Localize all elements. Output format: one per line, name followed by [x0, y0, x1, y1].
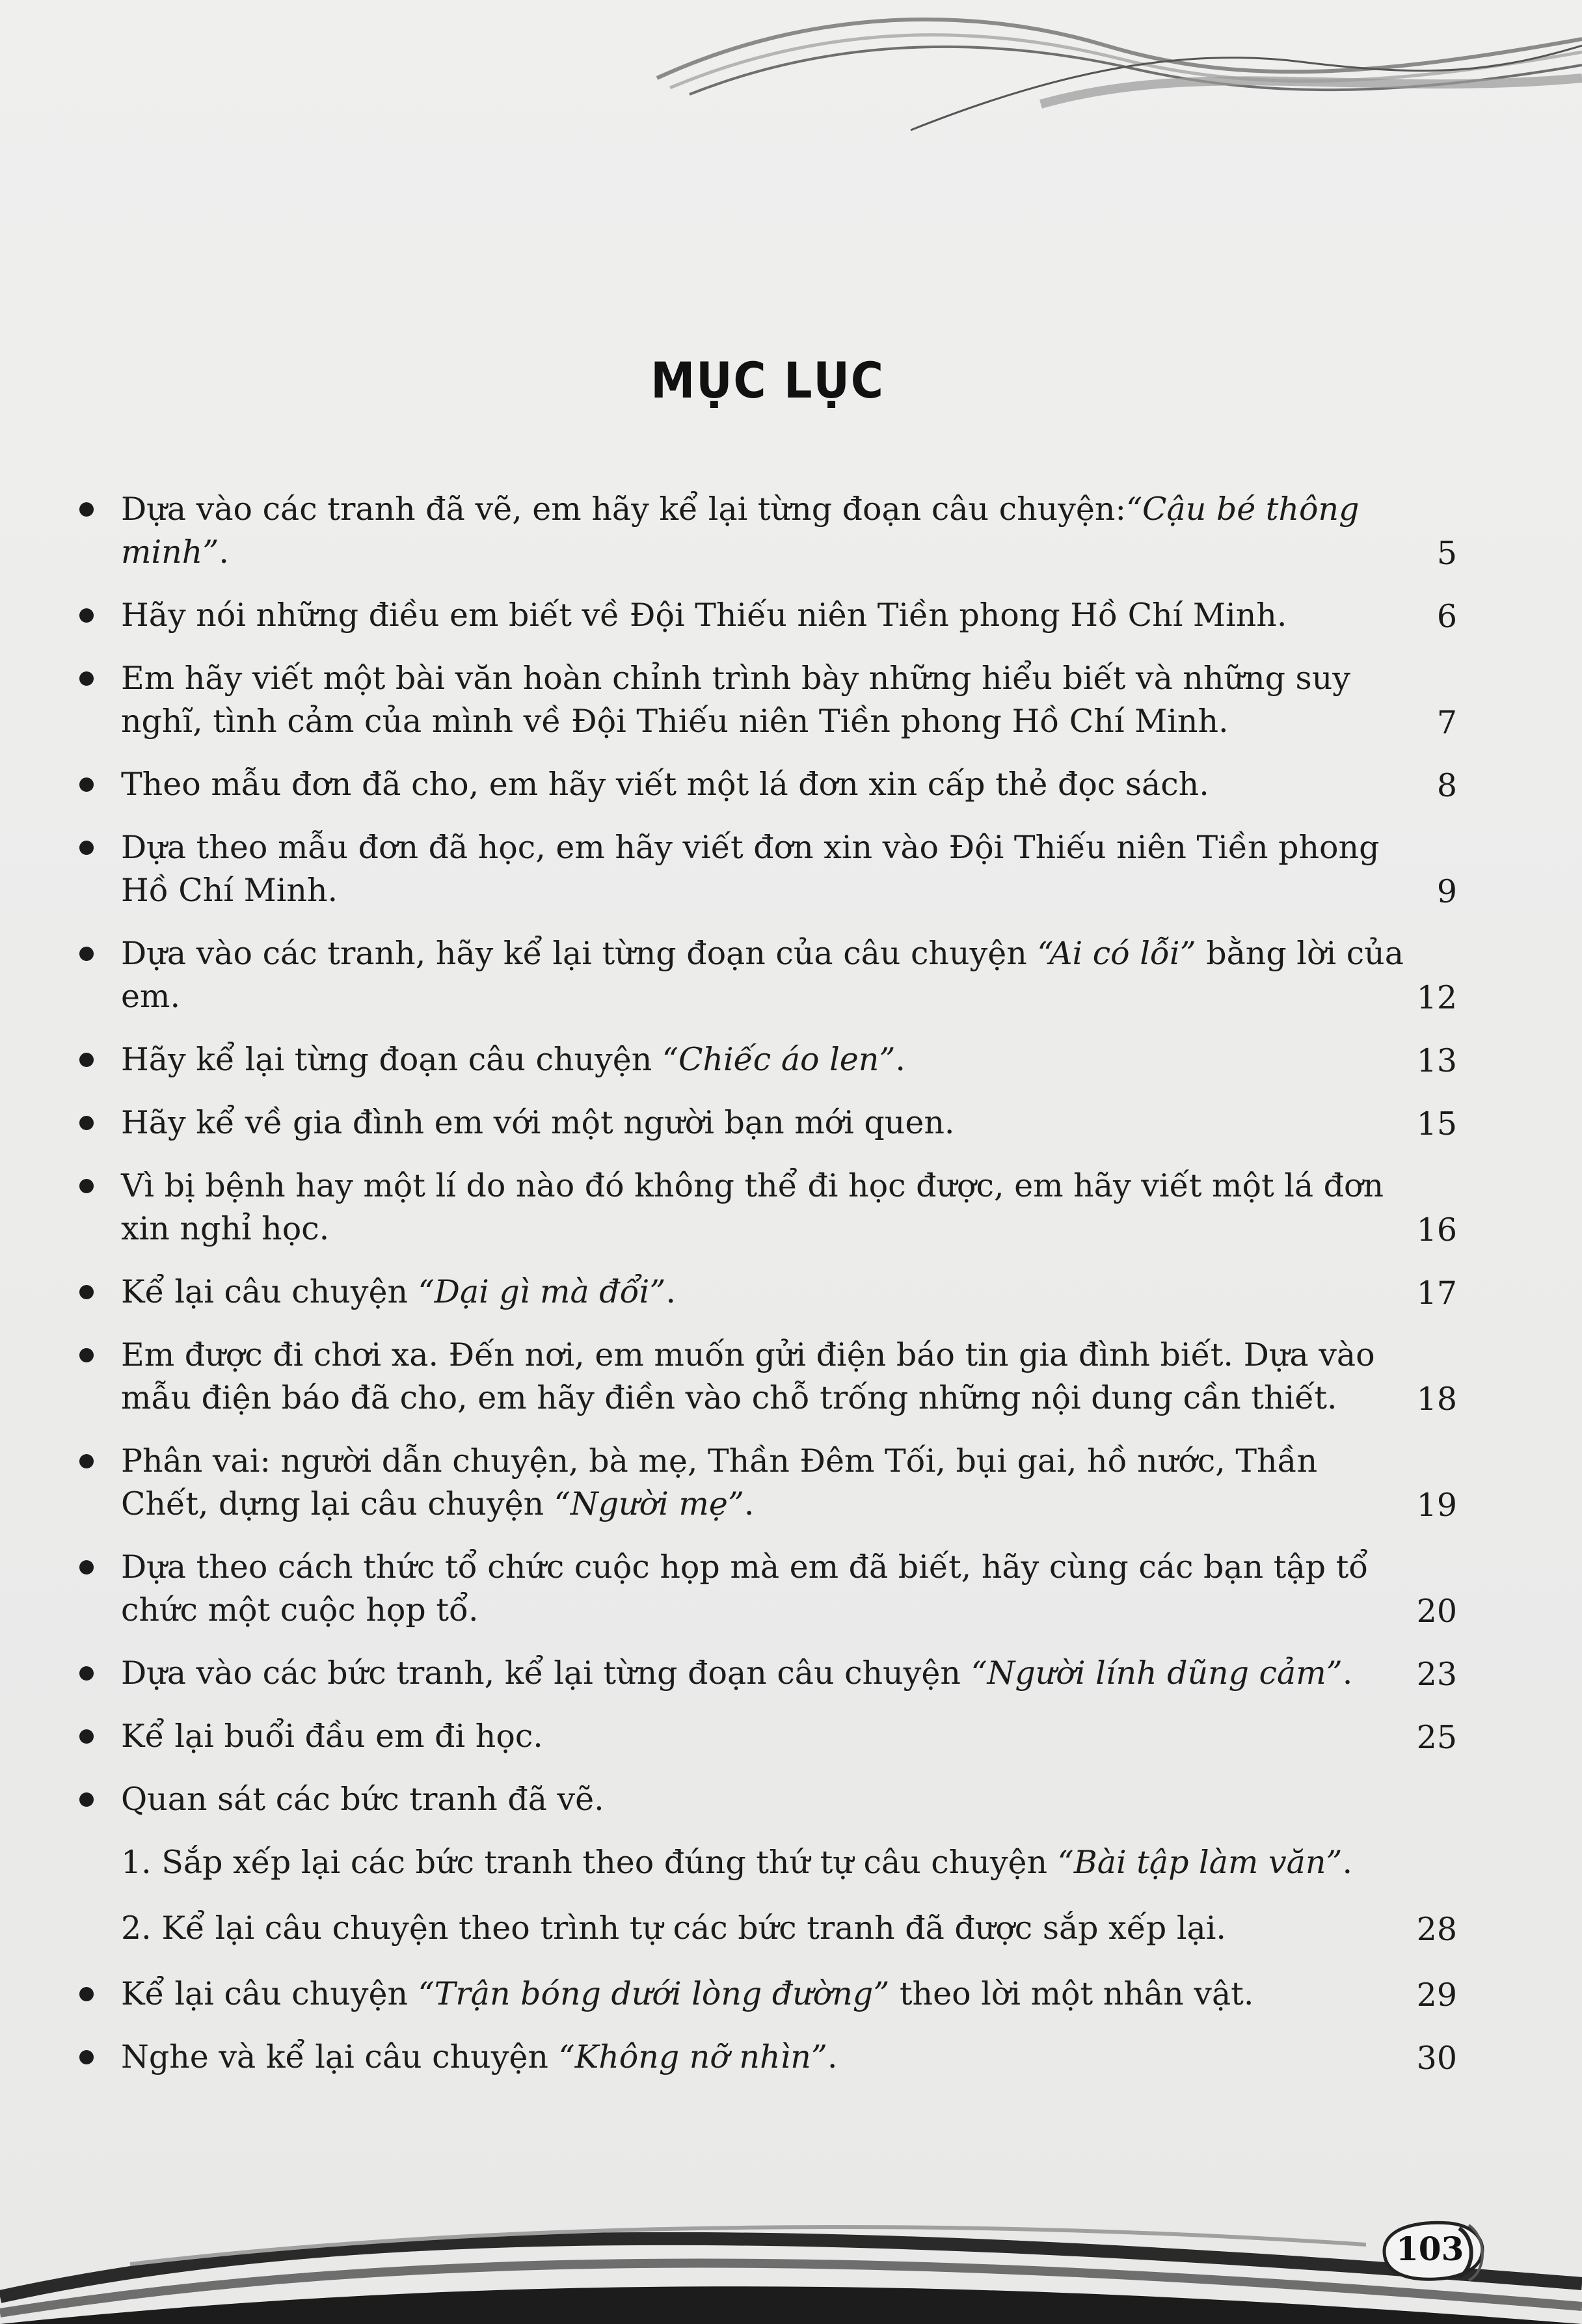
toc-entry-text — [121, 1778, 1409, 1821]
entry-text-before: Nghe và kể lại câu chuyện — [121, 2038, 559, 2075]
toc-entry-text — [121, 594, 1409, 637]
toc-entry — [72, 1841, 1457, 1884]
story-title: “Dại gì mà đổi” — [418, 1273, 666, 1310]
toc-entry — [72, 1907, 1457, 1950]
toc-entry-text — [121, 1715, 1409, 1758]
toc-entry — [72, 594, 1457, 637]
toc-entry — [72, 1334, 1457, 1420]
toc-entry — [72, 1101, 1457, 1144]
entry-text-before: Phân vai: người dẫn chuyện, bà mẹ, Thần Đêm Tối, bụi gai, hồ nước, Thần Chết, dựng lại câu chuyện — [121, 1442, 1318, 1522]
entry-text-after: theo lời một nhân vật. — [889, 1975, 1254, 2012]
bullet-icon — [79, 608, 94, 623]
toc-entry-text — [121, 1440, 1409, 1526]
story-title: “Người mẹ” — [554, 1485, 744, 1522]
toc-page-number: 28 — [1416, 1911, 1457, 1948]
toc-entry — [72, 1973, 1457, 2016]
entry-text-before: Hãy kể lại từng đoạn câu chuyện — [121, 1041, 662, 1078]
toc-page-number: 9 — [1436, 873, 1457, 910]
toc-entry — [72, 1165, 1457, 1250]
toc-page-number: 19 — [1416, 1487, 1457, 1524]
toc-page-number: 23 — [1416, 1656, 1457, 1693]
toc-entry — [72, 657, 1457, 743]
story-title: “Bài tập làm văn” — [1057, 1844, 1343, 1881]
entry-text-before: Quan sát các bức tranh đã vẽ. — [121, 1781, 604, 1818]
bullet-icon — [79, 841, 94, 855]
entry-text-after: . — [895, 1041, 905, 1078]
toc-entry-text — [121, 1165, 1409, 1250]
story-title: “Chiếc áo len” — [662, 1041, 896, 1078]
toc-entry-text — [121, 1907, 1409, 1950]
entry-text-before: Dựa vào các tranh đã vẽ, em hãy kể lại từng đoạn câu chuyện: — [121, 491, 1126, 528]
bullet-icon — [79, 1792, 94, 1807]
bullet-icon — [79, 1179, 94, 1193]
entry-text-after: . — [1342, 1655, 1353, 1692]
toc-entry-text — [121, 1841, 1409, 1884]
toc-entry-text — [121, 1101, 1409, 1144]
toc-entry-text — [121, 1973, 1409, 2016]
toc-entry-text — [121, 488, 1409, 574]
toc-entry-text — [121, 1271, 1409, 1314]
bullet-icon — [79, 1666, 94, 1681]
entry-text-before: Kể lại buổi đầu em đi học. — [121, 1718, 543, 1755]
story-title: “Trận bóng dưới lòng đường” — [418, 1975, 890, 2012]
entry-text-after: . — [219, 534, 229, 571]
page-number-badge — [1378, 2215, 1488, 2287]
toc-entry — [72, 488, 1457, 574]
bullet-icon — [79, 1285, 94, 1299]
toc-entry — [72, 1440, 1457, 1526]
toc-entry-text — [121, 657, 1409, 743]
toc-entry — [72, 1038, 1457, 1081]
entry-text-before: Theo mẫu đơn đã cho, em hãy viết một lá đơn xin cấp thẻ đọc sách. — [121, 766, 1209, 803]
toc-entry-text — [121, 932, 1409, 1018]
toc-entry-text — [121, 2036, 1409, 2079]
toc-entry-text — [121, 1546, 1409, 1632]
toc-entry-text — [121, 1652, 1409, 1695]
entry-text-after: . — [827, 2038, 838, 2075]
toc-page-number: 8 — [1436, 767, 1457, 804]
bullet-icon — [79, 777, 94, 792]
entry-text-before: Em được đi chơi xa. Đến nơi, em muốn gửi điện báo tin gia đình biết. Dựa vào mẫu điện báo đã cho, em hãy điền vào chỗ trống những nội dung cần thiết. — [121, 1336, 1375, 1416]
toc-entry — [72, 1778, 1457, 1821]
toc-page-number: 15 — [1416, 1105, 1457, 1142]
toc-entry — [72, 1652, 1457, 1695]
bullet-icon — [79, 2050, 94, 2064]
page-title: MỤC LỤC — [650, 351, 885, 409]
entry-text-after: . — [665, 1273, 676, 1310]
toc-entry — [72, 1715, 1457, 1758]
entry-text-before: Kể lại câu chuyện — [121, 1975, 418, 2012]
toc-page-number: 20 — [1416, 1593, 1457, 1630]
bullet-icon — [79, 1053, 94, 1067]
toc-page-number: 12 — [1416, 979, 1457, 1016]
story-title: “Người lính dũng cảm” — [971, 1655, 1343, 1692]
entry-text-before: 2. Kể lại câu chuyện theo trình tự các bức tranh đã được sắp xếp lại. — [121, 1910, 1226, 1947]
bullet-icon — [79, 1987, 94, 2001]
bullet-icon — [79, 1116, 94, 1130]
entry-text-before: Em hãy viết một bài văn hoàn chỉnh trình bày những hiểu biết và những suy nghĩ, tình cảm của mình về Đội Thiếu niên Tiền phong Hồ Chí Minh. — [121, 660, 1350, 740]
bullet-icon — [79, 671, 94, 686]
bullet-icon — [79, 1560, 94, 1574]
story-title: “Cậu bé thông minh” — [121, 491, 1360, 571]
entry-text-before: Dựa vào các bức tranh, kể lại từng đoạn câu chuyện — [121, 1655, 971, 1692]
bullet-icon — [79, 1729, 94, 1744]
story-title: “Không nỡ nhìn” — [558, 2038, 827, 2075]
bullet-icon — [79, 502, 94, 517]
entry-text-before: 1. Sắp xếp lại các bức tranh theo đúng thứ tự câu chuyện — [121, 1844, 1058, 1881]
entry-text-before: Dựa vào các tranh, hãy kể lại từng đoạn của câu chuyện — [121, 935, 1038, 972]
entry-text-after: . — [744, 1485, 755, 1522]
top-wave-decoration — [0, 0, 1582, 150]
bullet-icon — [79, 1348, 94, 1362]
toc-page-number: 29 — [1416, 1977, 1457, 2014]
toc-page-number: 25 — [1416, 1719, 1457, 1756]
bottom-wave-decoration — [0, 2199, 1582, 2324]
story-title: “Ai có lỗi” — [1037, 935, 1196, 972]
page-number: 103 — [1396, 2230, 1464, 2268]
toc-entry-text — [121, 763, 1409, 806]
toc-page-number: 5 — [1436, 535, 1457, 572]
entry-text-before: Hãy kể về gia đình em với một người bạn mới quen. — [121, 1104, 955, 1141]
entry-text-after: . — [1342, 1844, 1353, 1881]
toc-entry — [72, 1546, 1457, 1632]
bullet-icon — [79, 947, 94, 961]
toc-entry — [72, 932, 1457, 1018]
entry-text-before: Dựa theo cách thức tổ chức cuộc họp mà em đã biết, hãy cùng các bạn tập tổ chức một cuộc họp tổ. — [121, 1548, 1369, 1628]
toc-entry — [72, 1271, 1457, 1314]
toc-entry — [72, 2036, 1457, 2079]
toc-entry — [72, 763, 1457, 806]
toc-page-number: 7 — [1436, 704, 1457, 741]
toc-page-number: 18 — [1416, 1381, 1457, 1418]
entry-text-before: Dựa theo mẫu đơn đã học, em hãy viết đơn xin vào Đội Thiếu niên Tiền phong Hồ Chí Minh. — [121, 829, 1380, 909]
bullet-icon — [79, 1454, 94, 1468]
entry-text-before: Vì bị bệnh hay một lí do nào đó không thể đi học được, em hãy viết một lá đơn xin nghỉ học. — [121, 1167, 1384, 1247]
toc-page-number: 6 — [1436, 598, 1457, 635]
toc-entry-text — [121, 1334, 1409, 1420]
entry-text-before: Kể lại câu chuyện — [121, 1273, 418, 1310]
toc-page-number: 13 — [1416, 1042, 1457, 1079]
toc-page-number: 16 — [1416, 1211, 1457, 1249]
toc-entry-text — [121, 1038, 1409, 1081]
toc-page-number: 30 — [1416, 2040, 1457, 2077]
entry-text-before: Hãy nói những điều em biết về Đội Thiếu niên Tiền phong Hồ Chí Minh. — [121, 597, 1287, 634]
toc-page-number: 17 — [1416, 1275, 1457, 1312]
toc-entry-text — [121, 826, 1409, 912]
toc-entry — [72, 826, 1457, 912]
table-of-contents — [72, 488, 1457, 2099]
entry-text-after: bằng lời của em. — [121, 935, 1404, 1015]
